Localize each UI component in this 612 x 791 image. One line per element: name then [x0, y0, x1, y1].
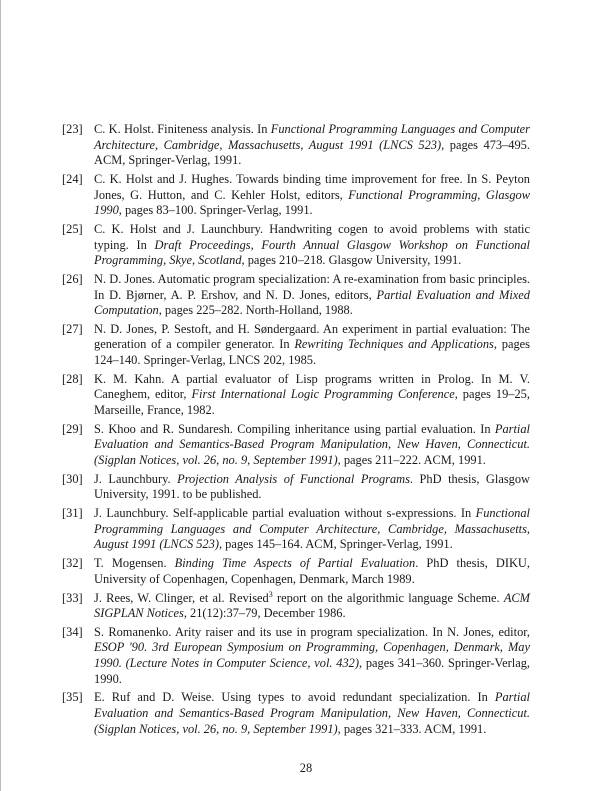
reference-text: report on the algorithmic language Scheme. — [272, 590, 504, 605]
reference-text: N. D. Jones, P. Sestoft, and H. Søndergaard. An experiment in partial evaluation: The generation of a compiler generator. In — [94, 321, 530, 352]
reference-text: , pages 210–218. Glasgow University, 1991. — [241, 253, 462, 268]
reference-text: . PhD thesis, DIKU, University of Copenhagen, Copenhagen, Denmark, March 1989. — [94, 556, 530, 586]
reference-title-italic: Functional Programming Languages and Computer Architecture, Cambridge, Massachusetts, August 1991 (LNCS 523) — [94, 122, 530, 152]
reference-label: [35] — [62, 690, 83, 705]
reference-text: , pages 19–25, Marseille, France, 1982. — [94, 387, 530, 418]
reference-title-italic: Functional Programming, Glasgow 1990 — [94, 187, 530, 218]
reference-text: T. Mogensen. — [94, 556, 175, 571]
reference-label: [30] — [62, 471, 83, 486]
reference-text: S. Romanenko. Arity raiser and its use in program specialization. In N. Jones, editor, — [94, 624, 530, 639]
reference-entry — [62, 172, 530, 219]
reference-entry — [62, 625, 530, 687]
reference-title-italic: Draft Proceedings, Fourth Annual Glasgow Workshop on Functional Programming, Skye, Scotland — [94, 237, 530, 268]
reference-text: , pages 145–164. ACM, Springer-Verlag, 1991. — [218, 537, 453, 552]
reference-entry — [62, 372, 530, 419]
reference-entry — [62, 690, 530, 737]
reference-entry — [62, 422, 530, 469]
reference-label: [29] — [62, 421, 83, 436]
reference-text: C. K. Holst and J. Launchbury. Handwriting cogen to avoid problems with static typing. In — [94, 221, 530, 252]
reference-entry — [62, 272, 530, 319]
reference-title-italic: Binding Time Aspects of Partial Evaluation — [174, 556, 416, 571]
reference-title-italic: Partial Evaluation and Mixed Computation — [94, 287, 530, 318]
reference-title-italic: Projection Analysis of Functional Programs — [177, 471, 410, 486]
reference-text: , 21(12):37–79, December 1986. — [183, 606, 346, 621]
reference-text: J. Launchbury. Self-applicable partial evaluation without s-expressions. In — [94, 506, 476, 521]
reference-text: , pages 473–495. ACM, Springer-Verlag, 1991. — [94, 137, 530, 168]
reference-entry — [62, 122, 530, 169]
reference-entry — [62, 222, 530, 269]
reference-title-italic: ACM SIGPLAN Notices — [94, 590, 530, 621]
reference-text: , pages 211–222. ACM, 1991. — [337, 453, 486, 467]
reference-title-italic: Partial Evaluation and Semantics-Based Program Manipulation, New Haven, Connecticut. (Sigplan Notices, vol. 26, no. 9, September 1991) — [94, 690, 530, 736]
reference-title-italic: Partial Evaluation and Semantics-Based Program Manipulation, New Haven, Connecticut. (Sigplan Notices, vol. 26, no. 9, September 1991) — [94, 421, 530, 467]
reference-text: . PhD thesis, Glasgow University, 1991. to be published. — [94, 471, 530, 502]
reference-entry — [62, 322, 530, 369]
reference-text: E. Ruf and D. Weise. Using types to avoid redundant specialization. In — [94, 690, 495, 705]
reference-title-italic: ESOP '90. 3rd European Symposium on Programming, Copenhagen, Denmark, May 1990. (Lecture Notes in Computer Science, vol. 432) — [94, 640, 530, 671]
reference-text: , pages 225–282. North-Holland, 1988. — [158, 303, 353, 318]
reference-label: [31] — [62, 506, 83, 521]
reference-text: , pages 124–140. Springer-Verlag, LNCS 202, 1985. — [94, 337, 530, 368]
page-number: 28 — [299, 761, 313, 775]
reference-text: C. K. Holst. Finiteness analysis. In — [94, 122, 271, 136]
reference-text: N. D. Jones. Automatic program specialization: A re-examination from basic principles. In D. Bjørner, A. P. Ershov, and N. D. Jones, editors, — [94, 271, 530, 302]
reference-label: [27] — [62, 321, 83, 336]
reference-title-italic: First International Logic Programming Conference — [191, 387, 455, 402]
reference-label: [24] — [62, 171, 83, 186]
reference-label: [33] — [62, 590, 83, 605]
reference-text: C. K. Holst and J. Hughes. Towards binding time improvement for free. In S. Peyton Jones, G. Hutton, and C. Kehler Holst, editors, — [94, 171, 530, 202]
reference-text: , pages 83–100. Springer-Verlag, 1991. — [118, 203, 313, 218]
reference-title-italic: Rewriting Techniques and Applications — [294, 337, 494, 352]
reference-list — [62, 122, 530, 740]
reference-label: [32] — [62, 556, 83, 571]
reference-label: [26] — [62, 271, 83, 286]
reference-entry — [62, 591, 530, 622]
reference-text: K. M. Kahn. A partial evaluator of Lisp programs written in Prolog. In M. V. Caneghem, editor, — [94, 371, 530, 402]
reference-entry — [62, 472, 530, 503]
reference-label: [28] — [62, 371, 83, 386]
reference-entry — [62, 506, 530, 553]
reference-text: S. Khoo and R. Sundaresh. Compiling inheritance using partial evaluation. In — [94, 421, 495, 436]
reference-entry — [62, 556, 530, 587]
reference-text: 3 — [268, 589, 273, 599]
page-edge — [0, 0, 1, 791]
reference-title-italic: Functional Programming Languages and Computer Architecture, Cambridge, Massachusetts, August 1991 (LNCS 523) — [94, 506, 530, 552]
reference-label: [34] — [62, 624, 83, 639]
reference-label: [25] — [62, 221, 83, 236]
reference-text: , pages 321–333. ACM, 1991. — [337, 721, 487, 736]
reference-text: J. Launchbury. — [94, 471, 178, 486]
reference-text: , pages 341–360. Springer-Verlag, 1990. — [94, 656, 530, 686]
reference-text: J. Rees, W. Clinger, et al. Revised — [94, 590, 269, 605]
reference-label: [23] — [62, 122, 83, 136]
